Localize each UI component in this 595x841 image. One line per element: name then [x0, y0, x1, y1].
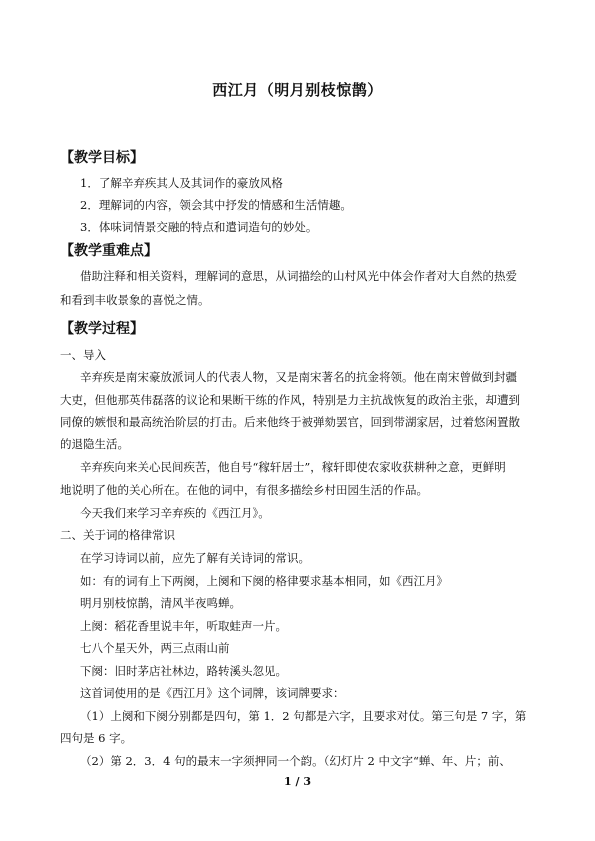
section-1-para-1-line-2: 大吏，但他那英伟磊落的议论和果断干练的作风，特别是力主抗战恢复的政治主张，却遭到 [60, 393, 520, 407]
section-1-para-1-line-3: 同僚的嫉恨和最高统治阶层的打击。后来他终于被弹劾罢官，回到带湖家居，过着悠闲置散 [60, 415, 520, 429]
key-points-line-1: 借助注释和相关资料，理解词的意思，从词描绘的山村风光中体会作者对大自然的热爱 [80, 269, 517, 283]
section-2-title: 二、关于词的格律常识 [60, 528, 175, 542]
goal-item-1: 1．了解辛弃疾其人及其词作的豪放风格 [80, 176, 283, 190]
section-2-line-6: 下阕：旧时茅店社林边，路转溪头忽见。 [80, 664, 287, 678]
section-1-para-2-line-1: 辛弃疾向来关心民间疾苦，他自号“稼轩居士”，稼轩即使农家收获耕种之意，更鲜明 [80, 460, 506, 474]
section-1-para-1-line-4: 的退隐生活。 [60, 437, 129, 451]
rule-1-line-1: （1）上阕和下阕分别都是四句，第 1．2 句都是六字，且要求对仗。第三句是 7 字，第 [80, 709, 527, 723]
section-2-line-5: 七八个星天外，两三点雨山前 [80, 641, 230, 655]
goal-item-3: 3．体味词情景交融的特点和遣词造句的妙处。 [80, 220, 318, 234]
section-1-title: 一、导入 [60, 348, 106, 362]
rule-2-line-1: （2）第 2．3．4 句的最末一字须押同一个韵。（幻灯片 2 中文字“蝉、年、片；前、 [80, 754, 511, 768]
section-2-line-3: 明月别枝惊鹊，清风半夜鸣蝉。 [80, 596, 241, 610]
heading-teaching-process: 【教学过程】 [60, 321, 144, 337]
section-1-para-3: 今天我们来学习辛弃疾的《西江月》。 [80, 506, 270, 520]
document-title: 西江月（明月别枝惊鹊） [212, 81, 383, 99]
section-2-line-1: 在学习诗词以前，应先了解有关诗词的常识。 [80, 551, 310, 565]
goal-item-2: 2．理解词的内容，领会其中抒发的情感和生活情趣。 [80, 198, 352, 212]
rule-1-line-2: 四句是 6 字。 [60, 731, 133, 745]
page-number: 1 / 3 [284, 775, 311, 788]
section-2-line-2: 如：有的词有上下两阕，上阕和下阕的格律要求基本相同，如《西江月》 [80, 574, 448, 588]
key-points-line-2: 和看到丰收景象的喜悦之情。 [60, 293, 210, 307]
heading-teaching-goals: 【教学目标】 [60, 150, 144, 166]
section-1-para-1-line-1: 辛弃疾是南宋豪放派词人的代表人物，又是南宋著名的抗金将领。他在南宋曾做到封疆 [80, 370, 517, 384]
section-2-line-4: 上阕：稻花香里说丰年，听取蛙声一片。 [80, 619, 287, 633]
heading-key-points: 【教学重难点】 [60, 243, 158, 259]
section-1-para-2-line-2: 地说明了他的关心所在。在他的词中，有很多描绘乡村田园生活的作品。 [60, 483, 428, 497]
section-2-line-7: 这首词使用的是《西江月》这个词牌，该词牌要求： [80, 686, 345, 700]
